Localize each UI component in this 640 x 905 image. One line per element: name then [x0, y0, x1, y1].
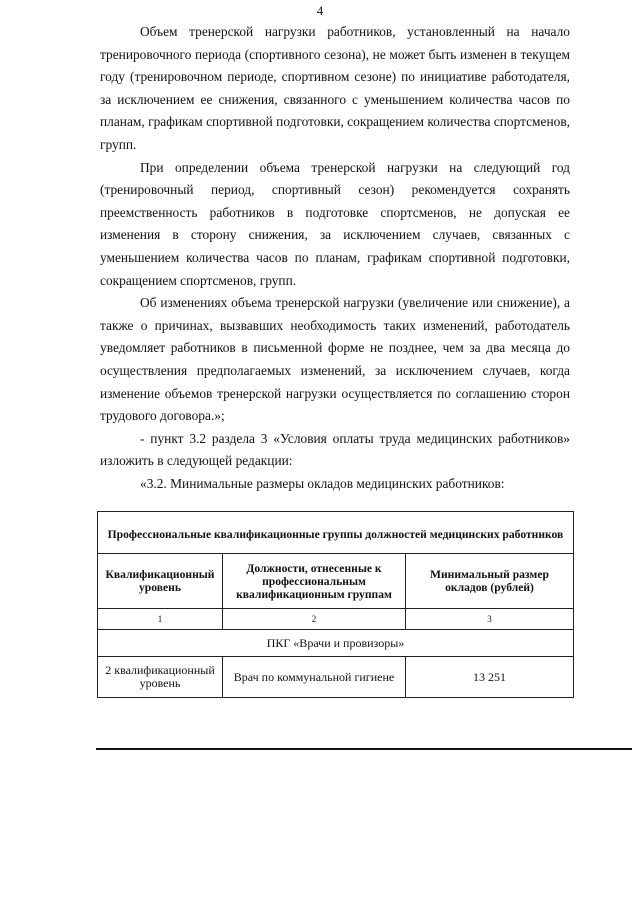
- salary-table-container: [97, 511, 573, 698]
- paragraph: «3.2. Минимальные размеры окладов медицинских работников:: [140, 475, 505, 491]
- header-qualification-level: Квалификационный уровень: [98, 554, 223, 609]
- column-number: 1: [98, 609, 223, 630]
- document-body: [100, 21, 570, 495]
- page-number: 4: [316, 3, 324, 18]
- footer-divider: [96, 748, 632, 750]
- header-positions: Должности, отнесенные к профессиональным квалификационным группам: [223, 554, 406, 609]
- paragraph: Объем тренерской нагрузки работников, установленный на начало тренировочного периода (спортивного сезона), не может быть изменен в текущем году (тренировочном периоде, спортивном сезоне) по инициативе работодателя, за исключением ее снижения, связанного с уменьшением количества часов по планам, графикам спортивной подготовки, сокращением количества спортсменов, групп.: [100, 24, 570, 152]
- table-title: Профессиональные квалификационные группы должностей медицинских работников: [98, 512, 574, 554]
- cell-salary: 13 251: [406, 657, 574, 698]
- salary-table: [97, 511, 574, 698]
- paragraph: При определении объема тренерской нагрузки на следующий год (тренировочный период, спортивный сезон) рекомендуется сохранять преемственность работников в подготовке спортсменов, не допуская ее изменения в сторону снижения, за исключением случаев, связанных с уменьшением количества часов по планам, графикам спортивной подготовки, сокращением спортсменов, групп.: [100, 159, 570, 288]
- group-title: ПКГ «Врачи и провизоры»: [98, 630, 574, 657]
- column-number: 2: [223, 609, 406, 630]
- cell-level: 2 квалификационный уровень: [98, 657, 223, 698]
- paragraph: Об изменениях объема тренерской нагрузки (увеличение или снижение), а также о причинах, вызвавших необходимость таких изменений, работодатель уведомляет работников в письменной форме не позднее, чем за два месяца до осуществления предполагаемых изменений, за исключением случаев, когда изменение объемов тренерской нагрузки осуществляется по соглашению сторон трудового договора.»;: [100, 295, 570, 424]
- table-title-row: [98, 512, 574, 554]
- header-min-salary: Минимальный размер окладов (рублей): [406, 554, 574, 609]
- column-number-row: [98, 609, 574, 630]
- table-header-row: [98, 554, 574, 609]
- cell-position: Врач по коммунальной гигиене: [223, 657, 406, 698]
- group-title-row: [98, 630, 574, 657]
- paragraph: - пункт 3.2 раздела 3 «Условия оплаты труда медицинских работников» изложить в следующей редакции:: [100, 430, 570, 469]
- table-row: [98, 657, 574, 698]
- column-number: 3: [406, 609, 574, 630]
